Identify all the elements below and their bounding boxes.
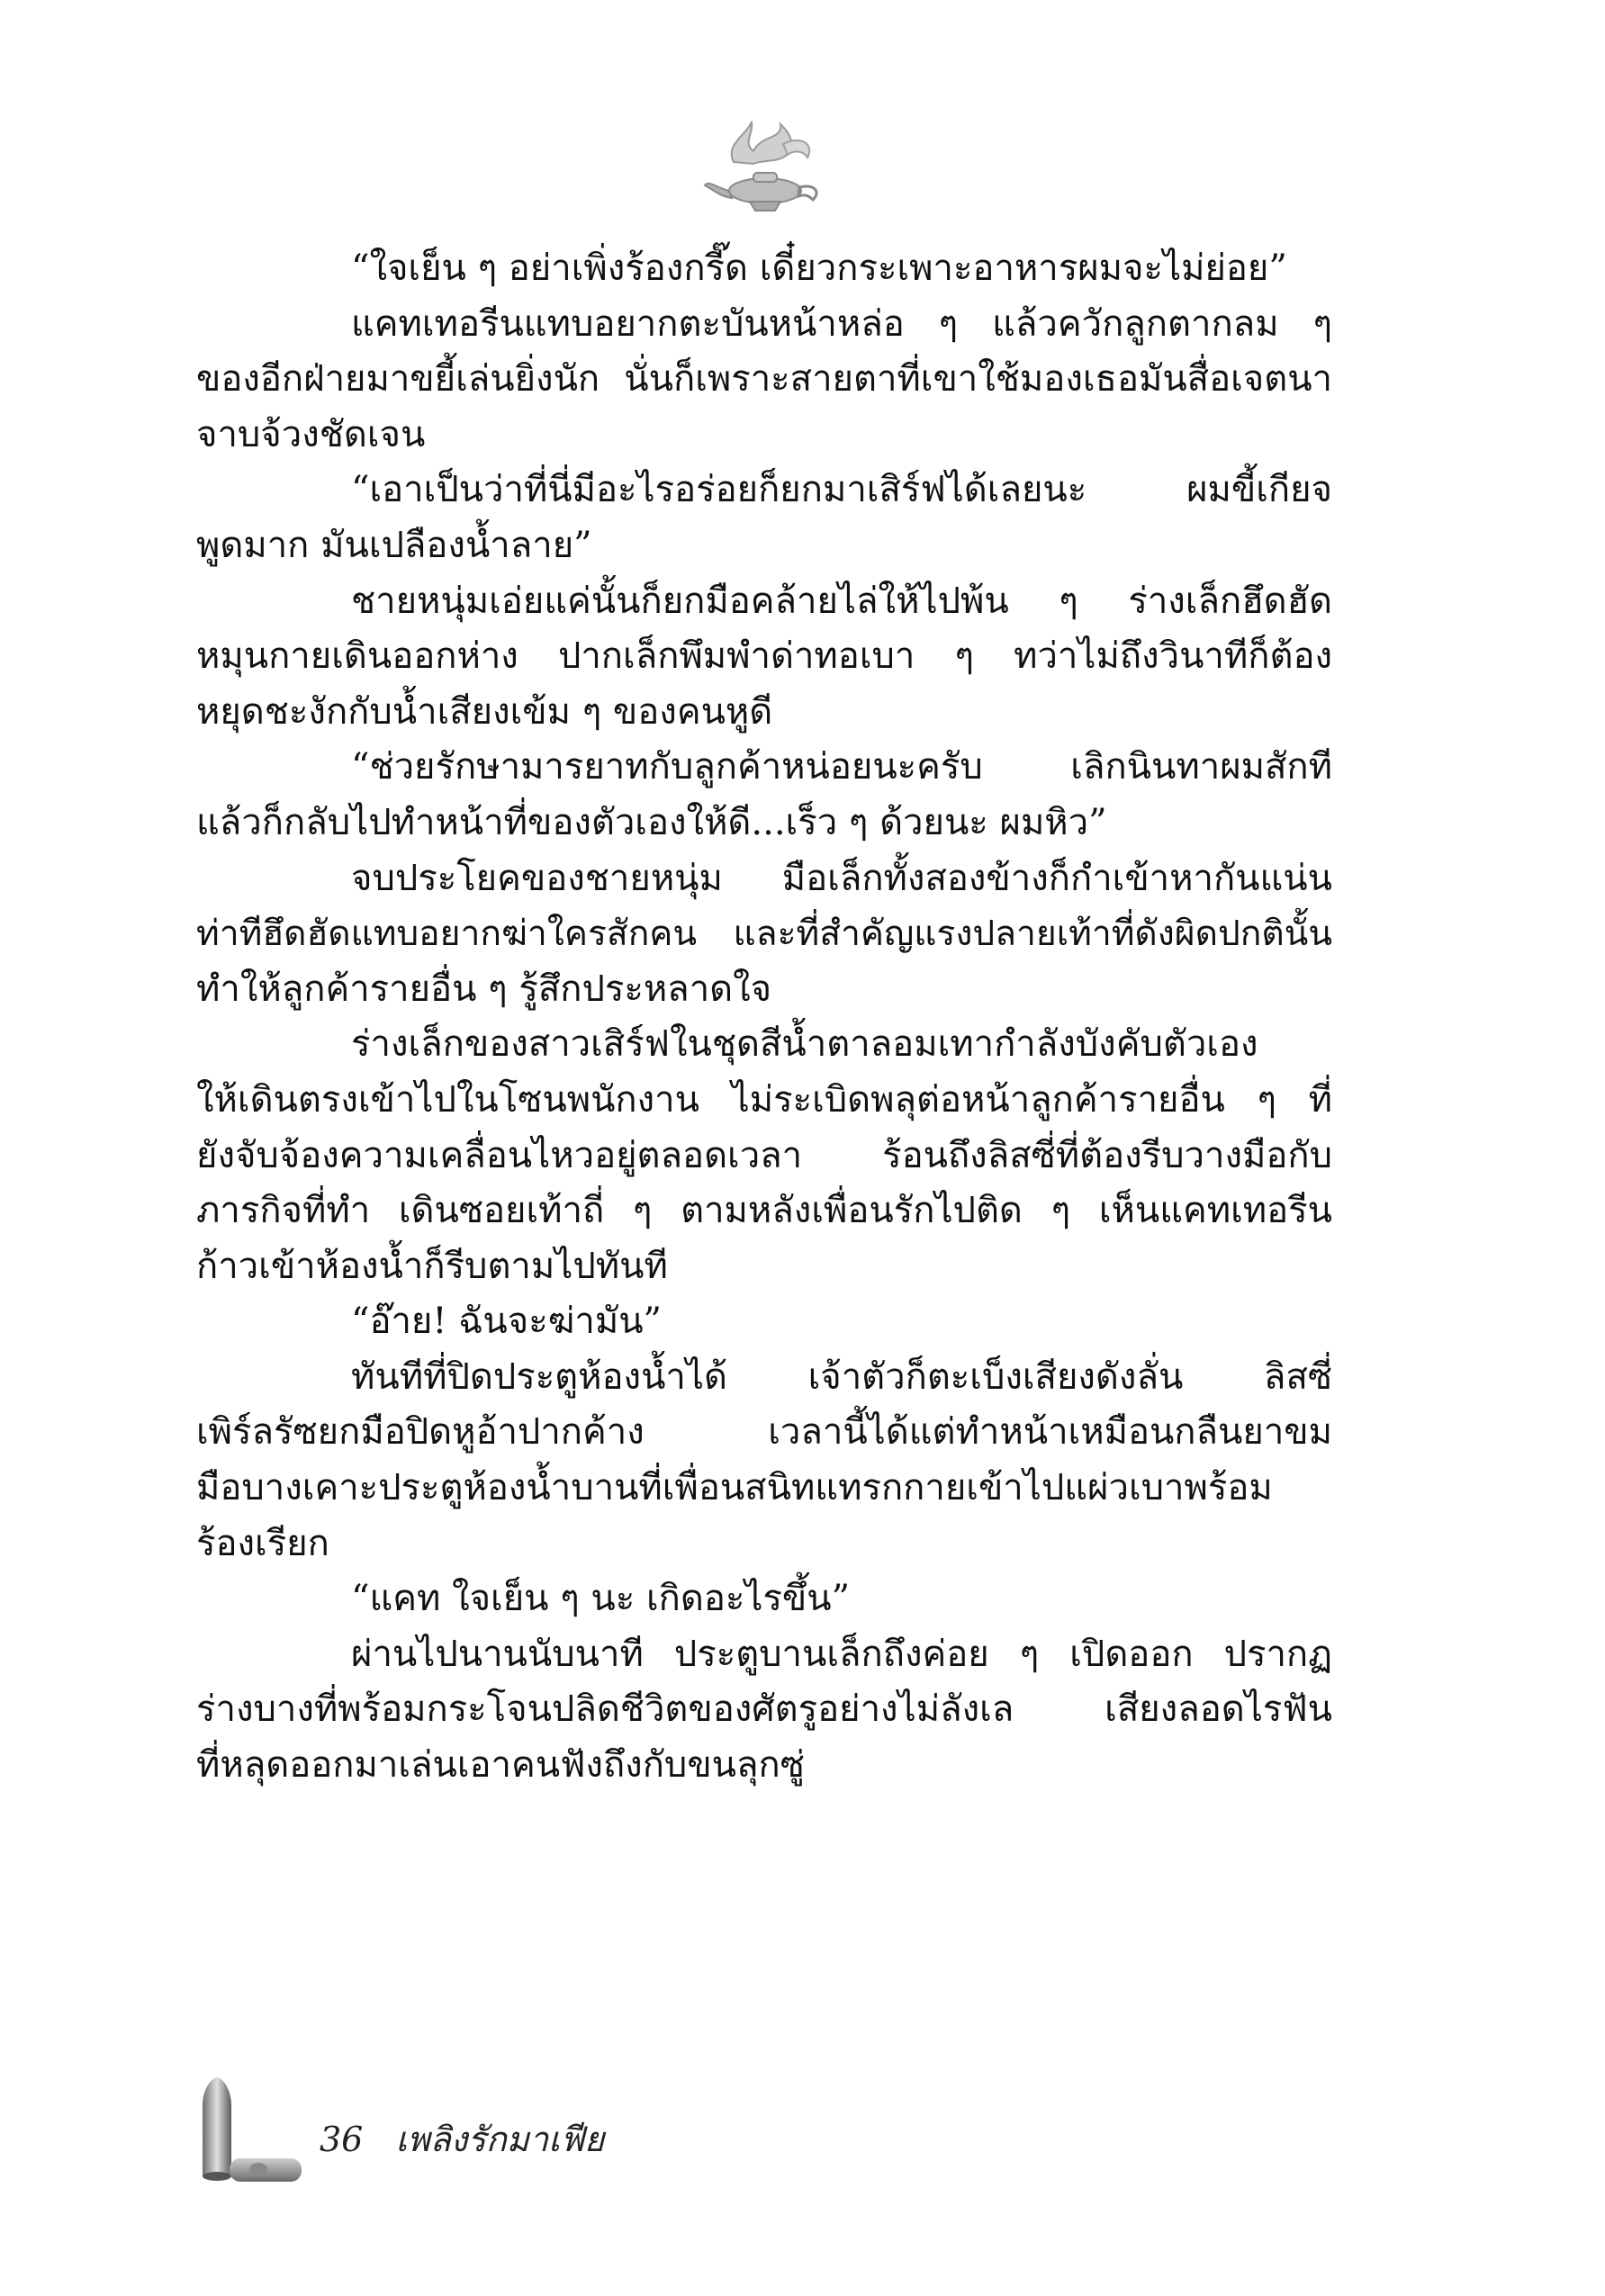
- text-line: ชายหนุ่มเอ่ยแค่นั้นก็ยกมือคล้ายไล่ให้ไปพ้น ๆ ร่างเล็กฮึดฮัด: [351, 580, 1332, 622]
- text-line: ภารกิจที่ทำ เดินซอยเท้าถี่ ๆ ตามหลังเพื่อนรักไปติด ๆ เห็นแคทเทอรีน: [196, 1190, 1332, 1232]
- text-line: เพิร์ลรัซยกมือปิดหูอ้าปากค้าง เวลานี้ได้แต่ทำหน้าเหมือนกลืนยาขม: [196, 1411, 1332, 1454]
- text-line: ร้องเรียก: [196, 1522, 329, 1564]
- text-line: ร่างบางที่พร้อมกระโจนปลิดชีวิตของศัตรูอย่างไม่ลังเล เสียงลอดไรฟัน: [196, 1688, 1332, 1731]
- text-line: “ใจเย็น ๆ อย่าเพิ่งร้องกรี๊ด เดี๋ยวกระเพาะอาหารผมจะไม่ย่อย”: [351, 248, 1287, 289]
- text-line: แล้วก็กลับไปทำหน้าที่ของตัวเองให้ดี...เร็ว ๆ ด้วยนะ ผมหิว”: [196, 801, 1107, 843]
- text-line: ให้เดินตรงเข้าไปในโซนพนักงาน ไม่ระเบิดพลุต่อหน้าลูกค้ารายอื่น ๆ ที่: [196, 1078, 1332, 1121]
- text-line: ร่างเล็กของสาวเสิร์ฟในชุดสีน้ำตาลอมเทากำลังบังคับตัวเอง: [351, 1023, 1258, 1066]
- text-line: “เอาเป็นว่าที่นี่มีอะไรอร่อยก็ยกมาเสิร์ฟได้เลยนะ ผมขี้เกียจ: [351, 469, 1332, 511]
- text-line: ทันทีที่ปิดประตูห้องน้ำได้ เจ้าตัวก็ตะเบ็งเสียงดังลั่น ลิสซี่: [351, 1355, 1332, 1398]
- text-line: ทำให้ลูกค้ารายอื่น ๆ รู้สึกประหลาดใจ: [196, 968, 772, 1010]
- text-line: ที่หลุดออกมาเล่นเอาคนฟังถึงกับขนลุกซู่: [196, 1744, 805, 1787]
- footer-caption: [320, 2111, 604, 2166]
- page-number: 36: [320, 2120, 364, 2159]
- text-line: แคทเทอรีนแทบอยากตะบันหน้าหล่อ ๆ แล้วควักลูกตากลม ๆ: [351, 302, 1332, 345]
- text-line: “ช่วยรักษามารยาทกับลูกค้าหน่อยนะครับ เลิกนินทาผมสักที: [351, 746, 1332, 788]
- text-line: มือบางเคาะประตูห้องน้ำบานที่เพื่อนสนิทแทรกกายเข้าไปแผ่วเบาพร้อม: [196, 1467, 1273, 1509]
- genie-lamp-icon: [698, 108, 833, 225]
- text-line: “อ๊าย! ฉันจะฆ่ามัน”: [351, 1301, 662, 1343]
- text-line: พูดมาก มันเปลืองน้ำลาย”: [196, 524, 592, 566]
- text-line: จาบจ้วงชัดเจน: [196, 413, 426, 455]
- text-line: หยุดชะงักกับน้ำเสียงเข้ม ๆ ของคนหูดี: [196, 690, 773, 733]
- text-line: ผ่านไปนานนับนาที ประตูบานเล็กถึงค่อย ๆ เปิดออก ปรากฏ: [351, 1633, 1332, 1675]
- text-line: ยังจับจ้องความเคลื่อนไหวอยู่ตลอดเวลา ร้อนถึงลิสซี่ที่ต้องรีบวางมือกับ: [196, 1134, 1332, 1176]
- text-line: หมุนกายเดินออกห่าง ปากเล็กพึมพำด่าทอเบา ๆ ทว่าไม่ถึงวินาทีก็ต้อง: [196, 635, 1332, 678]
- text-line: “แคท ใจเย็น ๆ นะ เกิดอะไรขึ้น”: [351, 1578, 851, 1620]
- text-line: ก้าวเข้าห้องน้ำก็รีบตามไปทันที: [196, 1245, 668, 1287]
- book-title: เพลิงรักมาเฟีย: [395, 2120, 605, 2159]
- body-text: [196, 241, 1332, 1794]
- text-line: ของอีกฝ่ายมาขยี้เล่นยิ่งนัก นั่นก็เพราะสายตาที่เขาใช้มองเธอมันสื่อเจตนา: [196, 358, 1332, 401]
- bullet-cartridge-icon: [194, 2070, 311, 2187]
- page-footer: [194, 2070, 734, 2187]
- text-line: จบประโยคของชายหนุ่ม มือเล็กทั้งสองข้างก็กำเข้าหากันแน่น: [351, 857, 1332, 899]
- text-line: ท่าทีฮึดฮัดแทบอยากฆ่าใครสักคน และที่สำคัญแรงปลายเท้าที่ดังผิดปกตินั้น: [196, 914, 1332, 955]
